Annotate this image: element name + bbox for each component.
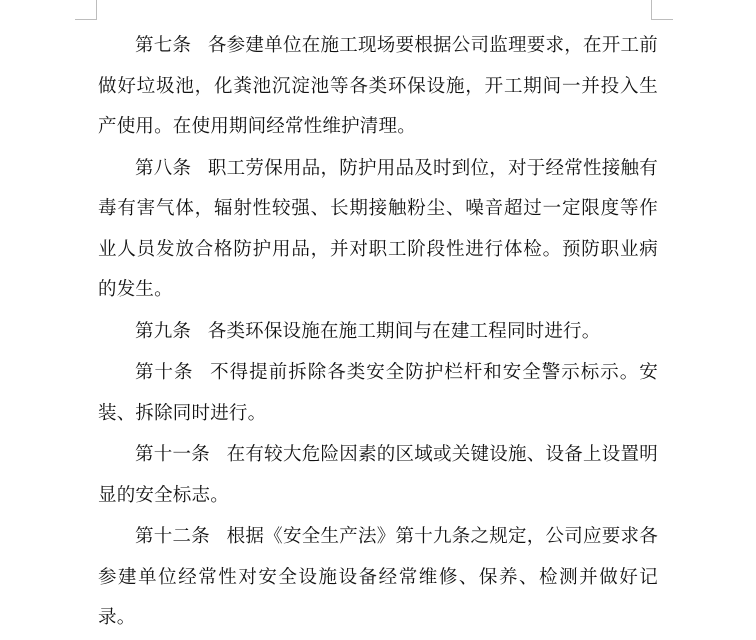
- article-text: 在有较大危险因素的区域或关键设施、设备上设置明显的安全标志。: [98, 444, 658, 506]
- article-9: [98, 312, 658, 353]
- article-number: 第八条: [135, 157, 192, 179]
- article-number: 第十一条: [135, 444, 211, 465]
- document-body: [98, 26, 658, 640]
- article-8: [98, 149, 658, 311]
- article-11: [98, 435, 658, 516]
- crop-mark-top-right: [651, 0, 652, 19]
- article-7: [98, 26, 658, 148]
- article-text: 根据《安全生产法》第十九条之规定，公司应要求各参建单位经常性对安全设施设备经常维修、保养、检测并做好记录。: [98, 526, 658, 628]
- article-number: 第七条: [135, 35, 192, 56]
- article-number: 第十条: [135, 362, 194, 383]
- article-text: 不得提前拆除各类安全防护栏杆和安全警示标示。安装、拆除同时进行。: [98, 362, 658, 424]
- article-number: 第九条: [135, 320, 192, 342]
- article-text: 各类环保设施在施工期间与在建工程同时进行。: [207, 320, 601, 342]
- crop-mark-top-left: [75, 19, 97, 20]
- crop-mark-top-left: [96, 0, 97, 19]
- article-text: 各参建单位在施工现场要根据公司监理要求，在开工前做好垃圾池，化粪池沉淀池等各类环保设施，开工期间一并投入生产使用。在使用期间经常性维护清理。: [98, 35, 658, 137]
- crop-mark-top-right: [651, 19, 673, 20]
- article-12: [98, 517, 658, 639]
- article-number: 第十二条: [135, 526, 211, 547]
- article-text: 职工劳保用品，防护用品及时到位，对于经常性接触有毒有害气体，辐射性较强、长期接触粉尘、噪音超过一定限度等作业人员发放合格防护用品，并对职工阶段性进行体检。预防职业病的发生。: [98, 157, 658, 300]
- article-10: [98, 353, 658, 434]
